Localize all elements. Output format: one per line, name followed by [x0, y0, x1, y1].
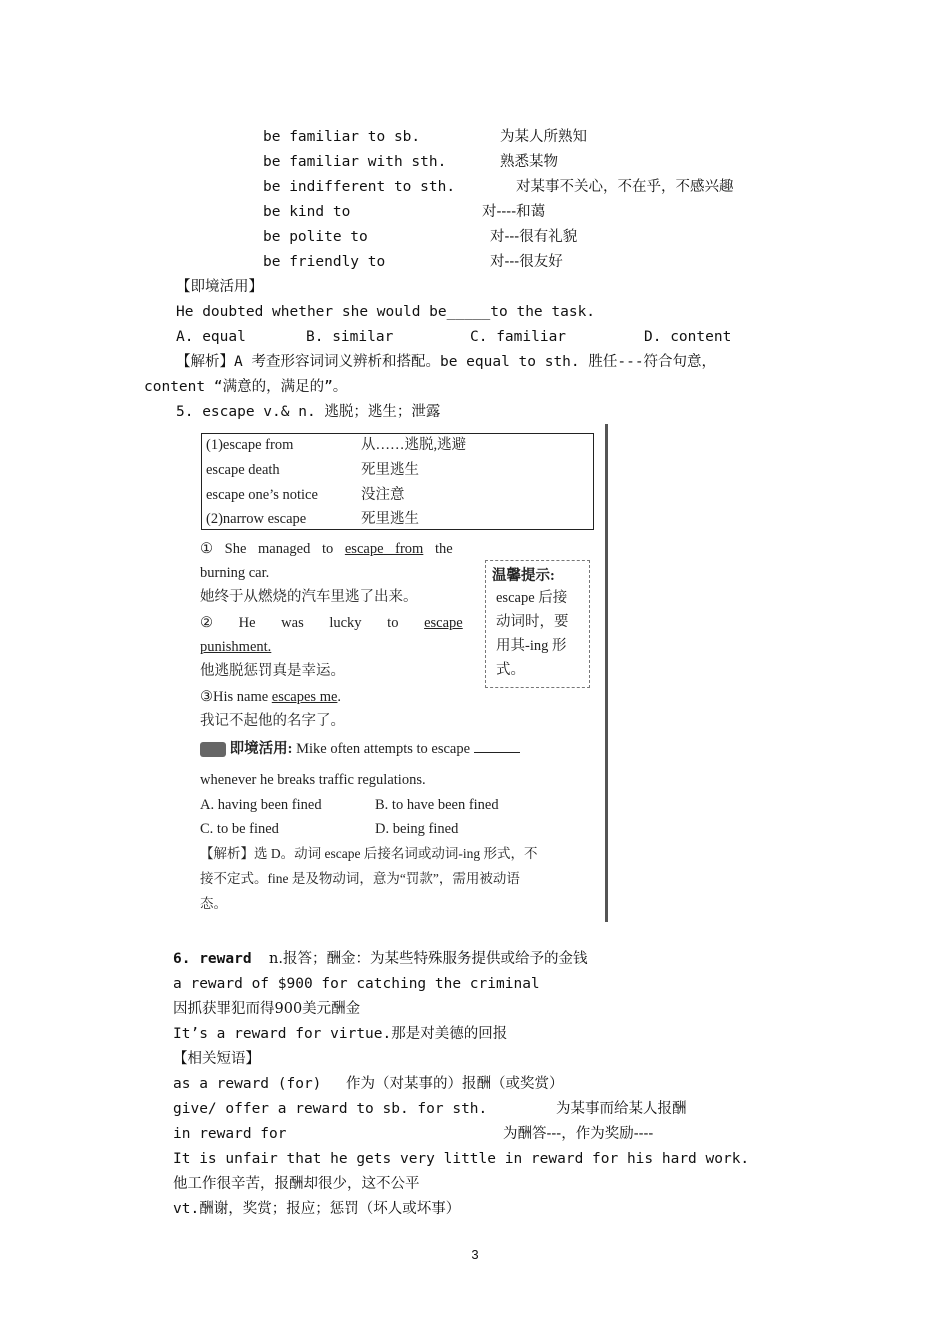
phrase-translation: 对----和蔼 — [482, 204, 546, 220]
phrase-line: in reward for — [173, 1126, 287, 1142]
question-text: He doubted whether she would be_____to the task. — [176, 304, 596, 320]
tip-box — [485, 560, 590, 688]
example-translation: 他工作很辛苦，报酬却很少，这不公平 — [173, 1176, 420, 1192]
tip-line: escape 后接 — [496, 590, 568, 606]
item-heading: 6. reward n.报答；酬金：为某些特殊服务提供或给予的金钱 — [173, 951, 588, 967]
phrase-translation: 为某事而给某人报酬 — [556, 1101, 687, 1117]
analysis-text: 【解析】选 D。动词 escape 后接名词或动词-ing 形式，不 — [200, 846, 538, 861]
scan-edge-bar — [605, 424, 608, 922]
table-phrase: (1)escape from — [206, 437, 294, 453]
tip-heading: 温馨提示: — [492, 568, 555, 584]
tip-line: 式。 — [496, 662, 525, 678]
analysis-text: 态。 — [200, 896, 227, 911]
item-heading: 5. escape v.& n. 逃脱；逃生；泄露 — [176, 404, 441, 420]
option-d: D. being fined — [375, 821, 459, 837]
scanned-excerpt — [198, 424, 610, 922]
example-sentence: a reward of $900 for catching the criminal — [173, 976, 540, 992]
tip-line: 用其-ing 形 — [496, 638, 567, 654]
phrase-line: as a reward (for) — [173, 1076, 322, 1092]
definition-line: vt.酬谢，奖赏；报应；惩罚（坏人或坏事） — [173, 1201, 461, 1217]
option-b: B. to have been fined — [375, 797, 499, 813]
phrase-line: be polite to — [263, 229, 368, 245]
table-translation: 死里逃生 — [361, 511, 419, 527]
table-phrase: escape death — [206, 462, 280, 478]
phrase-translation: 为酬答---，作为奖励---- — [503, 1126, 654, 1142]
option-c: C. to be fined — [200, 821, 279, 837]
table-translation: 从……逃脱,逃避 — [361, 437, 467, 453]
phrase-translation: 对某事不关心，不在乎，不感兴趣 — [516, 179, 734, 195]
example-sentence: burning car. — [200, 565, 270, 581]
option-a: A. equal — [176, 329, 246, 345]
phrase-line: give/ offer a reward to sb. for sth. — [173, 1101, 488, 1117]
option-c: C. familiar — [470, 329, 567, 345]
section-heading: 【相关短语】 — [173, 1051, 260, 1067]
tip-line: 动词时，要 — [496, 614, 569, 630]
table-translation: 死里逃生 — [361, 462, 419, 478]
example-sentence: ② He was lucky to escape — [200, 615, 463, 631]
analysis-text: 【解析】A 考查形容词词义辨析和搭配。be equal to sth. 胜任---符合句意， — [176, 354, 717, 370]
analysis-text: content “满意的，满足的”。 — [144, 379, 348, 395]
section-heading: 【即境活用】 — [176, 279, 263, 295]
practice-question: whenever he breaks traffic regulations. — [200, 772, 426, 788]
answer-blank — [474, 740, 520, 753]
phrase-translation: 对---很友好 — [490, 254, 563, 270]
table-phrase: (2)narrow escape — [206, 511, 307, 527]
example-sentence: It is unfair that he gets very little in reward for his hard work. — [173, 1151, 750, 1167]
table-phrase: escape one’s notice — [206, 487, 318, 503]
phrase-line: be friendly to — [263, 254, 386, 270]
example-translation: 因抓获罪犯而得900美元酬金 — [173, 1001, 361, 1017]
option-d: D. content — [644, 329, 732, 345]
option-b: B. similar — [306, 329, 394, 345]
example-translation: 我记不起他的名字了。 — [200, 713, 345, 729]
practice-question: 即境活用: Mike often attempts to escape — [200, 738, 520, 760]
phrase-line: be familiar with sth. — [263, 154, 447, 170]
example-sentence: ③His name escapes me. — [200, 689, 342, 705]
option-a: A. having been fined — [200, 797, 322, 813]
phrase-translation: 为某人所熟知 — [500, 129, 587, 145]
phrase-line: be indifferent to sth. — [263, 179, 456, 195]
phrase-line: be kind to — [263, 204, 351, 220]
book-icon — [200, 742, 226, 757]
example-sentence: punishment. — [200, 639, 272, 655]
analysis-text: 接不定式。fine 是及物动词，意为“罚款”，需用被动语 — [200, 871, 520, 886]
example-sentence: ① She managed to escape from the — [200, 541, 453, 557]
page-number: 3 — [471, 1247, 479, 1262]
phrase-translation: 作为（对某事的）报酬（或奖赏） — [346, 1076, 564, 1092]
example-sentence: It’s a reward for virtue.那是对美德的回报 — [173, 1026, 508, 1042]
phrase-translation: 对---很有礼貌 — [490, 229, 578, 245]
phrase-translation: 熟悉某物 — [500, 154, 558, 170]
table-translation: 没注意 — [361, 487, 405, 503]
example-translation: 她终于从燃烧的汽车里逃了出来。 — [200, 589, 418, 605]
example-translation: 他逃脱惩罚真是幸运。 — [200, 663, 345, 679]
phrase-line: be familiar to sb. — [263, 129, 421, 145]
